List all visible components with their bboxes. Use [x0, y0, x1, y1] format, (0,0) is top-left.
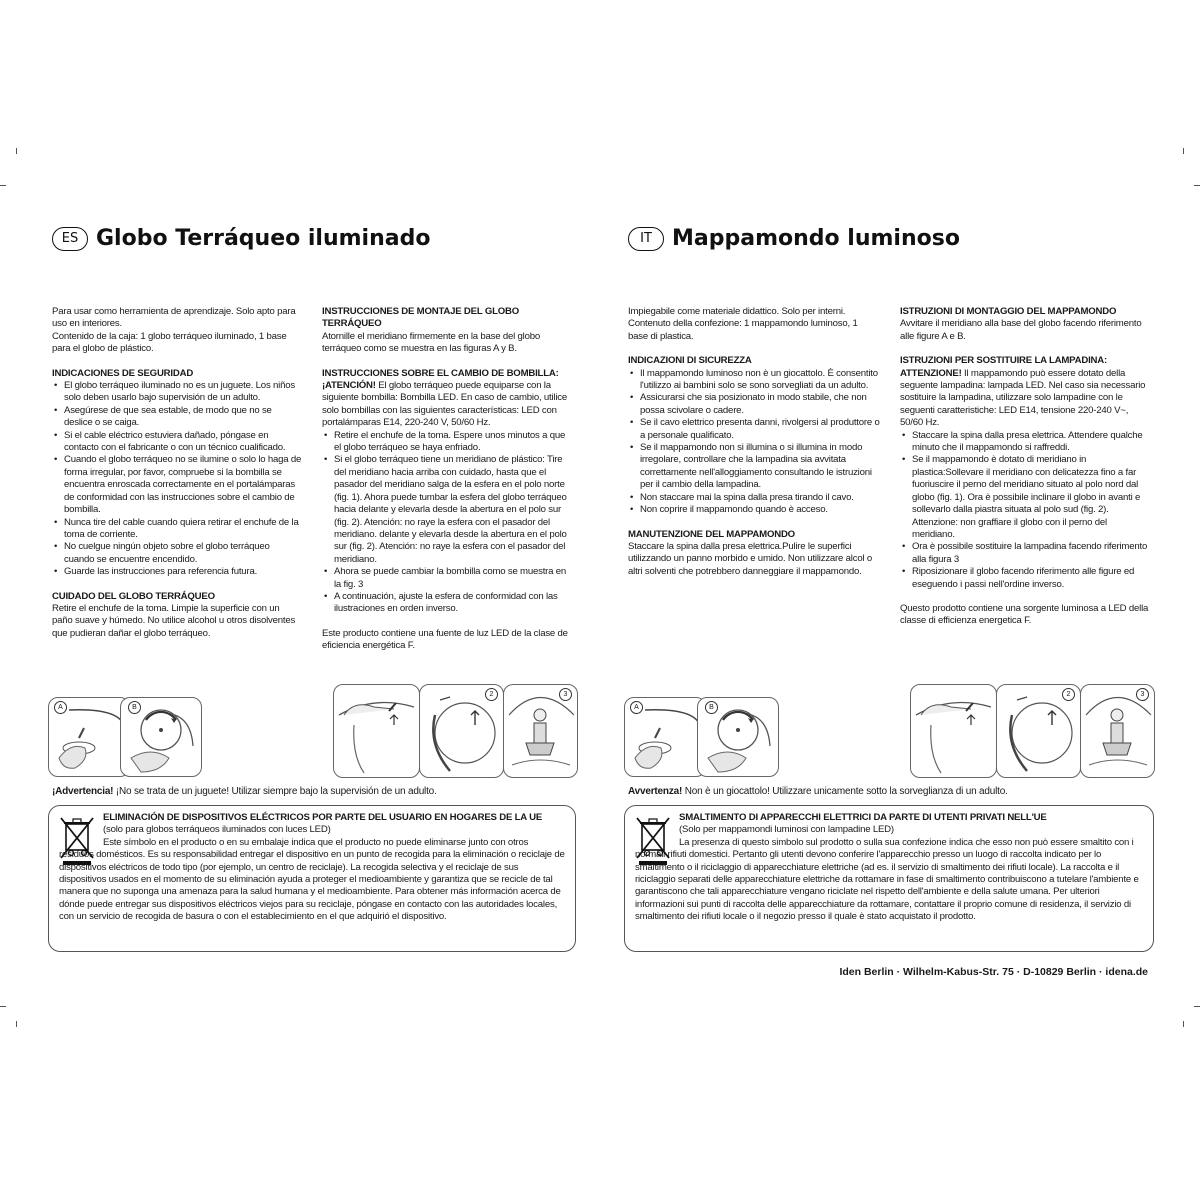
- it-figure-3: [1080, 684, 1155, 778]
- list-item: • Retire el enchufe de la toma. Espere unos minutos a que el globo terráqueo se haya enfriado.: [322, 430, 574, 455]
- it-language-badge: IT: [628, 227, 664, 251]
- es-figure-2: [419, 684, 504, 778]
- es-figure-1: [333, 684, 420, 778]
- es-weee-subtitle: (solo para globos terráqueos iluminados con luces LED): [103, 824, 331, 836]
- es-care-heading: CUIDADO DEL GLOBO TERRÁQUEO: [52, 590, 215, 602]
- list-item: • Riposizionare il globo facendo riferimento alle figure ed eseguendo i passi nell'ordine inverso.: [900, 566, 1152, 591]
- list-item: • El globo terráqueo iluminado no es un juguete. Los niños solo deben usarlo bajo supervisión de un adulto.: [52, 380, 302, 405]
- it-safety-list: [628, 368, 880, 517]
- es-weee-box: [48, 805, 576, 952]
- es-figure-3: [503, 684, 578, 778]
- es-weee-heading: ELIMINACIÓN DE DISPOSITIVOS ELÉCTRICOS POR PARTE DEL USUARIO EN HOGARES DE LA UE: [103, 812, 543, 823]
- figure-1-drawing: [334, 685, 419, 777]
- it-figure-1: [910, 684, 997, 778]
- it-bulb-attention: ATTENZIONE!: [900, 367, 962, 379]
- it-contents: Contenuto della confezione: 1 mappamondo luminoso, 1 base di plastica.: [628, 318, 858, 342]
- footer-address: Iden Berlin · Wilhelm-Kabus-Str. 75 · D-10829 Berlin · idena.de: [839, 966, 1148, 978]
- es-assembly-text: Atornille el meridiano firmemente en la base del globo terráqueo como se muestra en las figuras A y B.: [322, 330, 540, 355]
- es-bulb-list: [322, 430, 574, 616]
- it-assembly-heading: ISTRUZIONI DI MONTAGGIO DEL MAPPAMONDO: [900, 306, 1117, 317]
- figure-label: 2: [1062, 688, 1075, 701]
- it-care-heading: MANUTENZIONE DEL MAPPAMONDO: [628, 528, 795, 540]
- es-warning: [52, 786, 437, 798]
- es-title: [52, 226, 430, 251]
- list-item: • Staccare la spina dalla presa elettrica. Attendere qualche minuto che il mappamondo si raffreddi.: [900, 430, 1152, 455]
- es-intro: Para usar como herramienta de aprendizaje. Solo apto para uso en interiores.: [52, 306, 296, 330]
- list-item: • Nunca tire del cable cuando quiera retirar el enchufe de la toma de corriente.: [52, 517, 302, 542]
- figure-label: 2: [485, 688, 498, 701]
- es-column-right: [322, 306, 574, 653]
- list-item: • Guarde las instrucciones para referencia futura.: [52, 566, 302, 578]
- figure-label: A: [54, 701, 67, 714]
- it-weee-box: [624, 805, 1154, 952]
- figure-label: A: [630, 701, 643, 714]
- es-weee-text: Este símbolo en el producto o en su embalaje indica que el producto no puede eliminarse junto con otros residuos domésticos. Es su responsabilidad entregar el dispositivo en un punto de recogida para la eliminación o reciclaje de dispositivos eléctricos de todo tipo (por ejemplo, un centro de reciclaje). La recogida selectiva y el reciclaje de sus dispositivos usados en el momento de su eliminación ayuda a proteger el medioambiente y garantiza que se recicle de tal manera que no suponga una amenaza para la salud humana y el medioambiente. Para obtener más información acerca de dónde puede entregar sus dispositivos eléctricos viejos para su reciclaje, póngase en contacto con las autoridades locales, con un servicio de recogida de basura o con el establecimiento en el que adquirió el dispositivo.: [59, 836, 565, 923]
- list-item: • Asegúrese de que sea estable, de modo que no se deslice o se caiga.: [52, 405, 302, 430]
- list-item: • Ora è possibile sostituire la lampadina facendo riferimento alla figura 3: [900, 541, 1152, 566]
- list-item: • Non staccare mai la spina dalla presa tirando il cavo.: [628, 492, 880, 504]
- list-item: • No cuelgue ningún objeto sobre el globo terráqueo cuando se encuentre encendido.: [52, 541, 302, 566]
- list-item: • Si el cable eléctrico estuviera dañado, póngase en contacto con el fabricante o con un técnico cualificado.: [52, 430, 302, 455]
- es-bulb-heading: INSTRUCCIONES SOBRE EL CAMBIO DE BOMBILLA:: [322, 367, 559, 379]
- list-item: • Si el globo terráqueo tiene un meridiano de plástico: Tire del meridiano hacia arriba con cuidado, hasta que el pasador del meridiano salga de la esfera en el polo norte (fig. 1). Ahora puede tumbar la esfera del globo terráqueo hacia delante y elevarla desde la abertura en el polo sur (fig. 2). Atención: no raye la esfera con el pasador del meridiano. delante y elevarla desde la abertura en el polo sur (fig. 2). Atención: no raye la esfera con el pasador del meridiano.: [322, 454, 574, 566]
- list-item: • Il mappamondo luminoso non è un giocattolo. È consentito l'utilizzo ai bambini solo se sono sorvegliati da un adulto.: [628, 368, 880, 393]
- es-warning-label: ¡Advertencia!: [52, 786, 114, 797]
- figure-label: 3: [1136, 688, 1149, 701]
- it-assembly-text: Avvitare il meridiano alla base del globo facendo riferimento alle figure A e B.: [900, 318, 1142, 342]
- list-item: • Ahora se puede cambiar la bombilla como se muestra en la fig. 3: [322, 566, 574, 591]
- figure-label: B: [705, 701, 718, 714]
- it-care-text: Staccare la spina dalla presa elettrica.Pulire le superfici utilizzando un panno morbido e umido. Non utilizzare alcol o altri solventi che potrebbero danneggiare il mappamondo.: [628, 540, 872, 577]
- it-energy-text: Questo prodotto contiene una sorgente luminosa a LED della classe di efficienza energetica F.: [900, 602, 1149, 627]
- es-care-text: Retire el enchufe de la toma. Limpie la superficie con un paño suave y húmedo. No utilice alcohol u otros disolventes que pudieran dañar el globo terráqueo.: [52, 602, 296, 639]
- it-figure-b: [697, 697, 779, 777]
- list-item: • Assicurarsi che sia posizionato in modo stabile, che non possa scivolare o cadere.: [628, 392, 880, 417]
- es-title-text: Globo Terráqueo iluminado: [96, 226, 431, 251]
- it-column-right: [900, 306, 1152, 628]
- es-figure-b: [120, 697, 202, 777]
- it-intro: Impiegabile come materiale didattico. Solo per interni.: [628, 306, 846, 317]
- it-weee-heading: SMALTIMENTO DI APPARECCHI ELETTRICI DA PARTE DI UTENTI PRIVATI NELL'UE: [679, 812, 1047, 823]
- figure-label: 3: [559, 688, 572, 701]
- es-safety-list: [52, 380, 302, 579]
- es-bulb-intro: El globo terráqueo puede equiparse con la siguiente bombilla: Bombilla LED. En caso de cambio, utilice solo bombillas con las siguientes características: LED con portalámparas E14, 220-240 V, 50/60 Hz.: [322, 380, 568, 429]
- it-bulb-intro: Il mappamondo può essere dotato della seguente lampadina: lampada LED. Nel caso sia necessario sostituire la lampadina, utilizzare solo lampadine con le seguenti caratteristiche: LED E14, tensione 220-240 V~, 50/60 Hz.: [900, 367, 1146, 429]
- es-energy-text: Este producto contiene una fuente de luz LED de la clase de eficiencia energética F.: [322, 627, 568, 652]
- list-item: • Se il mappamondo è dotato di meridiano in plastica:Sollevare il meridiano con delicatezza fino a far fuoriuscire il perno del meridiano situato al polo nord dal globo (fig. 1). Ora è possibile inclinare il globo in avanti e sollevarlo dalla piastra situata al polo sud (fig. 2). Attenzione: non graffiare il globo con il perno del meridiano.: [900, 454, 1152, 541]
- it-title: [628, 226, 960, 251]
- figure-1-drawing: [911, 685, 996, 777]
- list-item: • Cuando el globo terráqueo no se ilumine o solo lo haga de forma irregular, por favor, compruebe si la bombilla se encuentra enroscada correctamente en el portalámparas de conformidad con las instrucciones sobre el cambio de bombilla.: [52, 454, 302, 516]
- it-bulb-list: [900, 430, 1152, 591]
- it-weee-subtitle: (Solo per mappamondi luminosi con lampadine LED): [679, 824, 894, 836]
- es-warning-text: ¡No se trata de un juguete! Utilizar siempre bajo la supervisión de un adulto.: [113, 786, 437, 797]
- it-column-left: [628, 306, 880, 578]
- figure-label: B: [128, 701, 141, 714]
- it-safety-heading: INDICAZIONI DI SICUREZZA: [628, 355, 752, 367]
- es-column-left: [52, 306, 302, 640]
- list-item: • Se il mappamondo non si illumina o si illumina in modo irregolare, controllare che la lampadina sia avvitata correttamente nell'alloggiamento consultando le istruzioni per il cambio della lampadina.: [628, 442, 880, 492]
- it-warning-text: Non è un giocattolo! Utilizzare unicamente sotto la sorveglianza di un adulto.: [682, 786, 1008, 797]
- it-weee-text: La presenza di questo simbolo sul prodotto o sulla sua confezione indica che esso non può essere smaltito con i normali rifiuti domestici. Pertanto gli utenti devono conferire l'apparecchio presso un luogo di raccolta indicato per lo smaltimento o il riciclaggio di apparecchiature elettriche (ad es. il servizio di smaltimento dei rifiuti locale). La raccolta e il riciclaggio separati delle apparecchiature elettriche da rottamare in fase di smaltimento contribuiscono a tutelare l'ambiente e garantiscono che tali apparecchiature vengano riciclate nel rispetto dell'ambiente e della salute umana. Per ulteriori informazioni sui punti di raccolta delle apparecchiature da rottamare, contattare il proprio comune di residenza, il servizio di smaltimento dei rifiuti locale o il negozio presso il quale è stato acquistato il prodotto.: [635, 836, 1139, 923]
- list-item: • A continuación, ajuste la esfera de conformidad con las ilustraciones en orden inverso.: [322, 591, 574, 616]
- it-warning: [628, 786, 1008, 798]
- es-figure-a: [48, 697, 130, 777]
- it-bulb-heading: ISTRUZIONI PER SOSTITUIRE LA LAMPADINA:: [900, 355, 1107, 367]
- es-assembly-heading: INSTRUCCIONES DE MONTAJE DEL GLOBO TERRÁQUEO: [322, 306, 519, 330]
- es-contents: Contenido de la caja: 1 globo terráqueo iluminado, 1 base para el globo de plástico.: [52, 330, 287, 355]
- list-item: • Se il cavo elettrico presenta danni, rivolgersi al produttore o a personale qualificato.: [628, 417, 880, 442]
- es-language-badge: ES: [52, 227, 88, 251]
- it-warning-label: Avvertenza!: [628, 786, 683, 797]
- it-title-text: Mappamondo luminoso: [672, 226, 960, 251]
- es-bulb-attention: ¡ATENCIÓN!: [322, 380, 376, 392]
- list-item: • Non coprire il mappamondo quando è acceso.: [628, 504, 880, 516]
- es-safety-heading: INDICACIONES DE SEGURIDAD: [52, 367, 194, 379]
- it-figure-2: [996, 684, 1081, 778]
- it-figure-a: [624, 697, 706, 777]
